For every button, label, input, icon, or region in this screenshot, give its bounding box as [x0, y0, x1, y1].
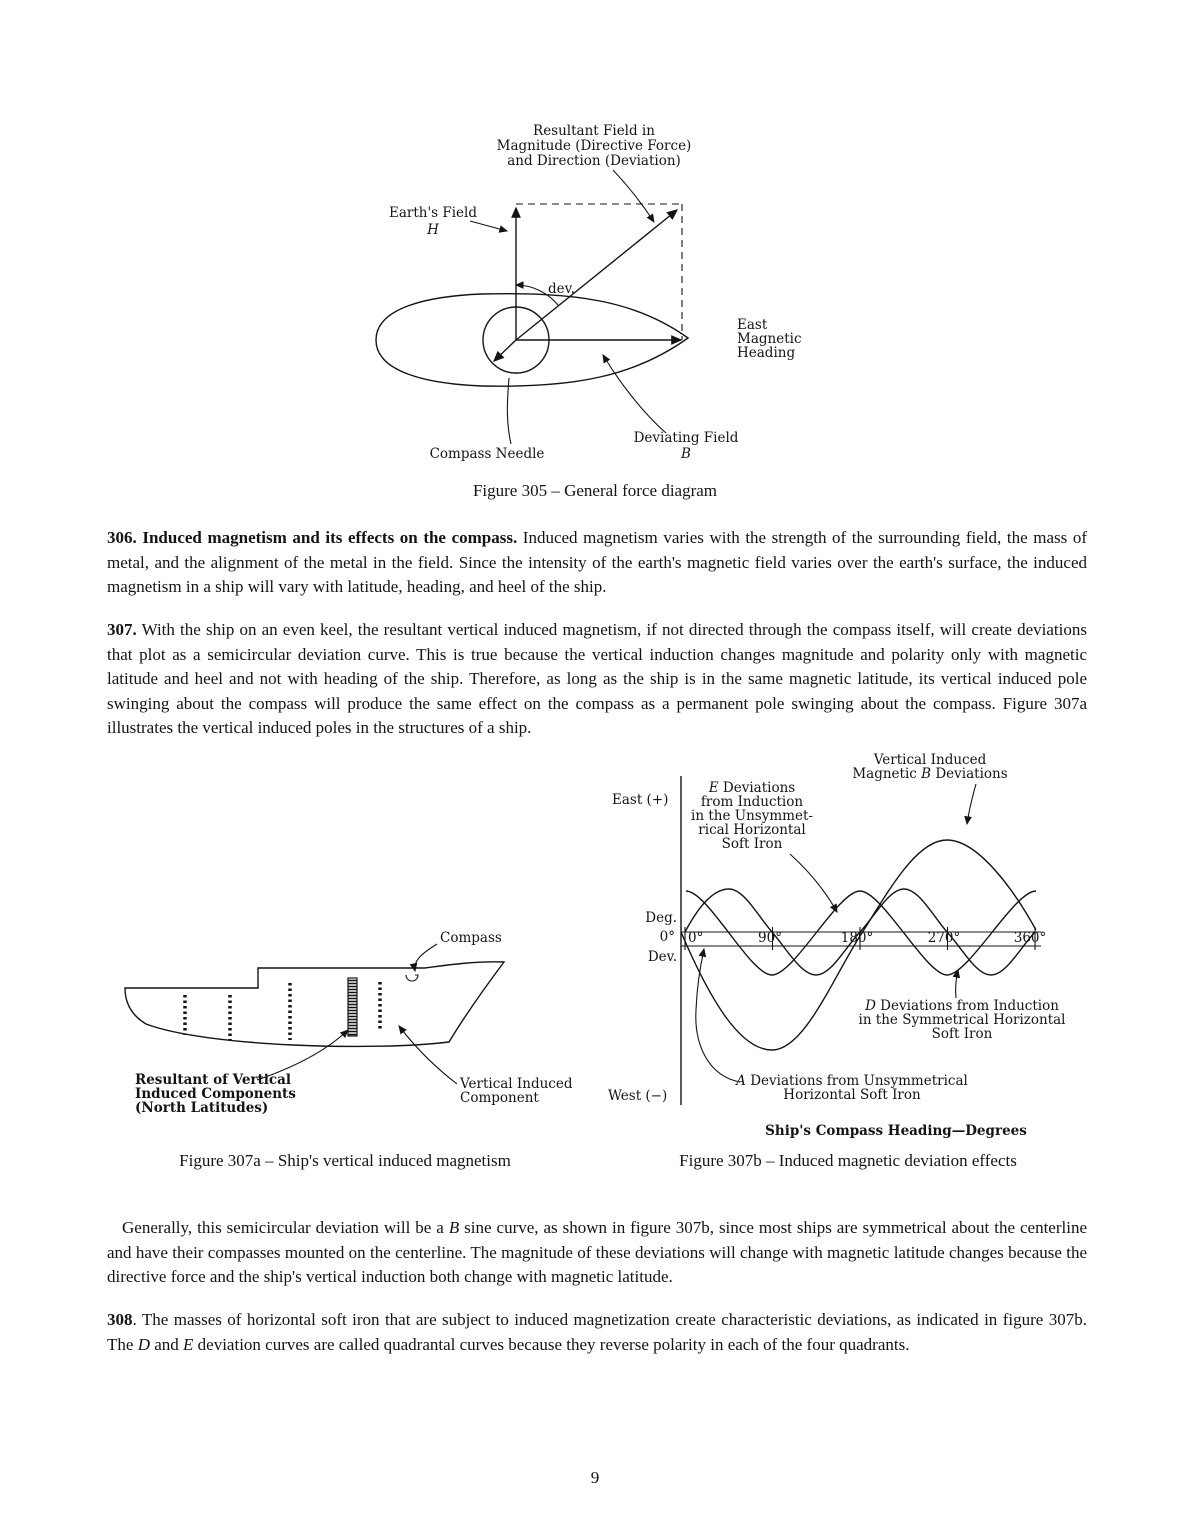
earths-field-symbol: H [427, 222, 439, 238]
x-tick-label: 180° [840, 930, 874, 946]
deviating-field-symbol: B [681, 446, 691, 462]
compass-symbol [406, 975, 418, 981]
resultant-leader-arrow [613, 170, 654, 222]
paragraph-306-lead: 306. Induced magnetism and its effects on the compass. [107, 528, 518, 547]
italic-b-symbol: B [448, 1218, 460, 1237]
figure-307a-caption: Figure 307a – Ship's vertical induced magnetism [179, 1151, 511, 1170]
compass-needle-label: Compass Needle [429, 446, 545, 462]
earths-field-label: Earth's Field [388, 205, 478, 221]
ship-hull-outline [125, 962, 504, 1047]
b-deviations-label: Vertical Induced [873, 752, 987, 768]
resultant-field-label: and Direction (Deviation) [507, 153, 681, 169]
paragraph-307-lead: 307. [107, 620, 137, 639]
dev-axis-label: Dev. [647, 949, 677, 965]
a-deviations-label: Horizontal Soft Iron [783, 1087, 921, 1103]
d-deviations-label: D Deviations from Induction [865, 998, 1059, 1014]
vertical-component-leader-arrow [399, 1026, 457, 1084]
b-deviations-leader-arrow [967, 784, 976, 824]
paragraph-308 [107, 1308, 1087, 1357]
paragraph-306 [107, 526, 1087, 600]
resultant-field-label: Magnitude (Directive Force) [496, 138, 692, 154]
e-deviations-label: in the Unsymmet- [691, 808, 813, 824]
x-tick-label: 270° [927, 930, 961, 946]
e-deviations-label: from Induction [700, 794, 804, 810]
a-deviations-leader-arrow [696, 949, 740, 1082]
e-deviations-label: rical Horizontal [698, 822, 806, 838]
west-negative-label: West (−) [608, 1088, 668, 1104]
resultant-vector [516, 210, 677, 340]
d-deviations-label: Soft Iron [931, 1026, 993, 1042]
b-deviations-label: Magnetic B Deviations [852, 766, 1008, 782]
resultant-components-label: Induced Components [135, 1086, 296, 1102]
e-deviations-label: E Deviations [708, 780, 796, 796]
e-deviations-leader-arrow [790, 854, 837, 912]
x-axis-title: Ship's Compass Heading—Degrees [765, 1123, 1027, 1139]
paragraph-307 [107, 618, 1087, 741]
deg-axis-label: Deg. [645, 910, 677, 926]
resultant-field-label: Resultant Field in [533, 123, 655, 139]
east-positive-label: East (+) [612, 792, 669, 808]
italic-d-symbol: D [137, 1334, 150, 1354]
vertical-component-label: Vertical Induced [460, 1076, 573, 1092]
east-heading-label: Heading [737, 345, 796, 361]
x-tick-label: 90° [758, 930, 782, 946]
dev-label: dev. [548, 281, 575, 297]
figure-307b-caption: Figure 307b – Induced magnetic deviation effects [679, 1151, 1017, 1170]
figure-307b-graph [600, 748, 1140, 1146]
d-deviations-leader-arrow [956, 970, 958, 998]
x-tick-label: 360° [1013, 930, 1047, 946]
vertical-component-label: Component [460, 1090, 539, 1106]
figure-307a-diagram [115, 922, 605, 1127]
resultant-components-label: Resultant of Vertical [135, 1072, 291, 1088]
paragraph-generally-text: sine curve, as shown in figure 307b, since most ships are symmetrical about the centerline and have their compasses mounted on the centerline. The magnitude of these deviations will change with magnetic latitude changes because the directive force and the ship's vertical induction both change with magnetic latitude. [107, 1218, 1087, 1286]
compass-label: Compass [440, 930, 502, 946]
x-tick-label: 0° [688, 930, 704, 946]
east-heading-label: Magnetic [737, 331, 802, 347]
deviating-field-label: Deviating Field [633, 430, 739, 446]
paragraph-308-text: and [149, 1334, 184, 1354]
figure-305-diagram [330, 112, 890, 484]
paragraph-307-body: With the ship on an even keel, the resultant vertical induced magnetism, if not directed through the compass itself, will create deviations that plot as a semicircular deviation curve. This is true because the vertical induction changes magnitude and polarity only with magnetic latitude and heel and not with heading of the ship. Therefore, as long as the ship is in the same magnetic latitude, its vertical induced pole swinging about the compass will produce the same effect on the compass as a permanent pole swinging about the compass. Figure 307a illustrates the vertical induced poles in the structures of a ship. [107, 620, 1087, 737]
earths-field-leader-arrow [470, 221, 507, 231]
east-heading-label: East [737, 317, 768, 333]
e-deviations-label: Soft Iron [721, 836, 783, 852]
compass-needle-leader [507, 378, 511, 444]
paragraph-generally [107, 1216, 1087, 1290]
a-deviations-label: A Deviations from Unsymmetrical [736, 1073, 968, 1089]
italic-e-symbol: E [183, 1334, 194, 1354]
figure-305-caption: Figure 305 – General force diagram [472, 481, 718, 500]
zero-axis-label: 0° [659, 929, 675, 945]
compass-needle [494, 340, 516, 361]
page-number: 9 [590, 1468, 600, 1487]
paragraph-generally-text: Generally, this semicircular deviation will be a [122, 1218, 449, 1237]
paragraph-306-body: Induced magnetism varies with the strength of the surrounding field, the mass of metal, and the alignment of the metal in the field. Since the intensity of the earth's magnetic field varies over the earth's surface, the induced magnetism in a ship will vary with latitude, heading, and heel of the ship. [107, 528, 1087, 596]
resultant-components-label: (North Latitudes) [135, 1100, 269, 1116]
paragraph-308-text: . The masses of horizontal soft iron that are subject to induced magnetization create characteristic deviations, as indicated in figure 307b. The [107, 1310, 1087, 1354]
paragraph-308-lead: 308 [107, 1310, 133, 1329]
paragraph-308-text: deviation curves are called quadrantal curves because they reverse polarity in each of the four quadrants. [193, 1334, 910, 1354]
d-deviations-label: in the Symmetrical Horizontal [858, 1012, 1066, 1028]
resultant-rod [348, 978, 357, 1036]
